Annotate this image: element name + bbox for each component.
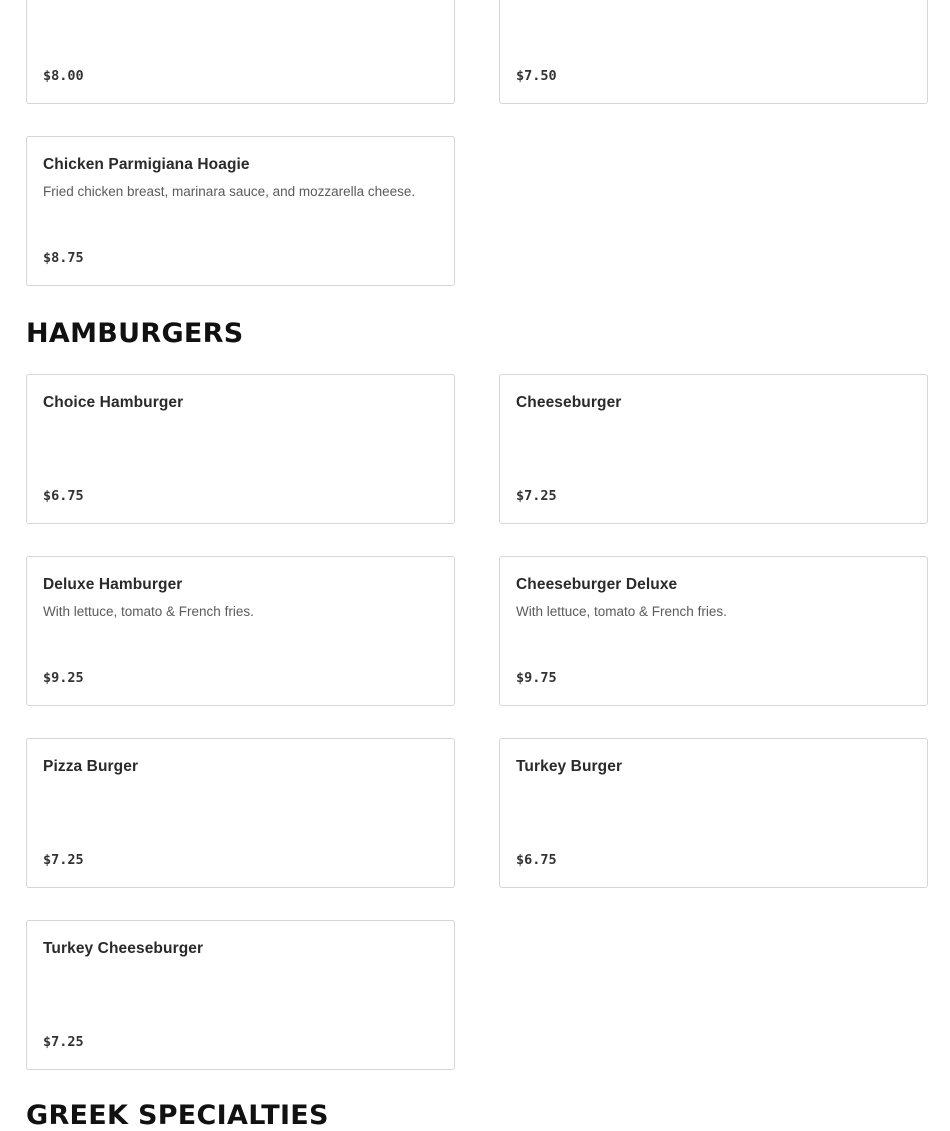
item-price: $7.50 bbox=[516, 68, 557, 84]
item-price: $6.75 bbox=[516, 852, 557, 868]
menu-item-card[interactable] bbox=[26, 0, 455, 104]
menu-item-card[interactable] bbox=[26, 738, 455, 888]
menu-item-card[interactable] bbox=[499, 0, 928, 104]
item-price: $8.00 bbox=[43, 68, 84, 84]
item-price: $7.25 bbox=[516, 488, 557, 504]
section-title-hamburgers: HAMBURGERS bbox=[26, 318, 244, 349]
item-price: $6.75 bbox=[43, 488, 84, 504]
item-price: $9.75 bbox=[516, 670, 557, 686]
item-price: $7.25 bbox=[43, 1034, 84, 1050]
item-name: Deluxe Hamburger bbox=[43, 576, 183, 593]
menu-item-card[interactable] bbox=[499, 556, 928, 706]
item-name: Chicken Parmigiana Hoagie bbox=[43, 156, 250, 173]
menu-item-card[interactable] bbox=[499, 374, 928, 524]
item-price: $8.75 bbox=[43, 250, 84, 266]
section-title-greek-specialties: GREEK SPECIALTIES bbox=[26, 1100, 329, 1131]
item-description: With lettuce, tomato & French fries. bbox=[516, 604, 727, 619]
item-name: Turkey Burger bbox=[516, 758, 623, 775]
menu-item-card[interactable] bbox=[26, 556, 455, 706]
item-name: Cheeseburger bbox=[516, 394, 622, 411]
item-name: Pizza Burger bbox=[43, 758, 139, 775]
menu-item-card[interactable] bbox=[26, 920, 455, 1070]
item-price: $9.25 bbox=[43, 670, 84, 686]
item-price: $7.25 bbox=[43, 852, 84, 868]
menu-item-card[interactable] bbox=[26, 374, 455, 524]
item-name: Turkey Cheeseburger bbox=[43, 940, 204, 957]
menu-item-card[interactable] bbox=[26, 136, 455, 286]
item-name: Cheeseburger Deluxe bbox=[516, 576, 678, 593]
item-description: Fried chicken breast, marinara sauce, and mozzarella cheese. bbox=[43, 184, 416, 199]
item-description: With lettuce, tomato & French fries. bbox=[43, 604, 254, 619]
item-name: Choice Hamburger bbox=[43, 394, 184, 411]
menu-item-card[interactable] bbox=[499, 738, 928, 888]
